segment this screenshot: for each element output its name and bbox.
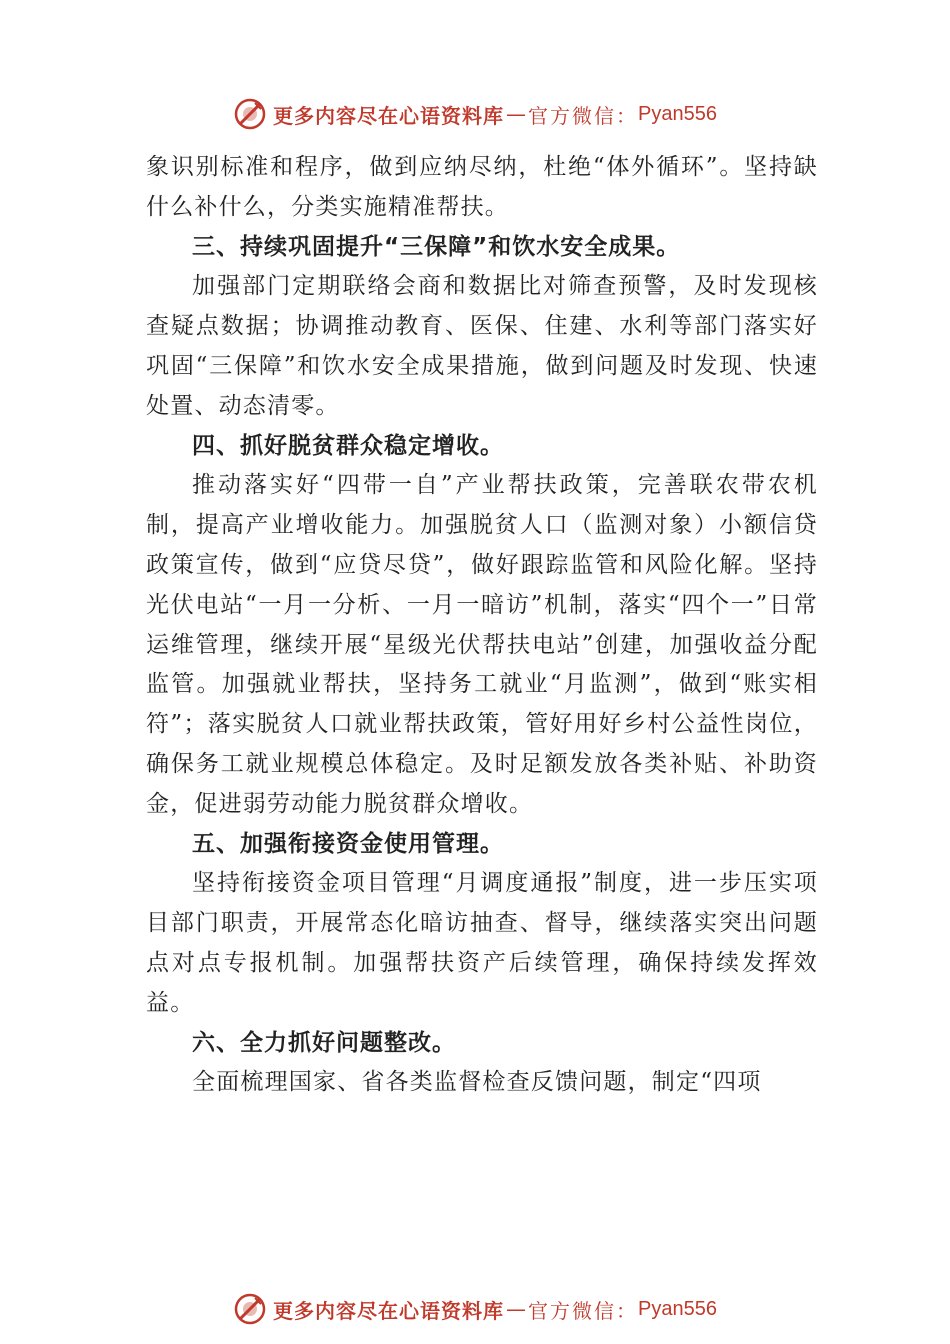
- section-heading: 六、全力抓好问题整改。: [192, 1029, 456, 1056]
- banner-wechat-id: Pyan556: [638, 102, 717, 125]
- banner-dash: —: [506, 102, 527, 126]
- section-heading: 五、加强衔接资金使用管理。: [192, 830, 504, 857]
- brand-logo-icon: [233, 1292, 267, 1326]
- section-paragraph: 全面梳理国家、省各类监督检查反馈问题，制定“四项: [192, 1069, 762, 1096]
- banner-official-label: 官方微信：: [528, 103, 639, 128]
- banner-title: 更多内容尽在心语资料库: [273, 1298, 505, 1323]
- section-paragraph: 推动落实好“四带一自”产业帮扶政策，完善联农带农机制，提高产业增收能力。加强脱贫人口（监测对象）小额信贷政策宣传，做到“应贷尽贷”，做好跟踪监管和风险化解。坚持光伏电站“一月一分析、一月一暗访”机制，落实“四个一”日常运维管理，继续开展“星级光伏帮扶电站”创建，加强收益分配监管。加强就业帮扶，坚持务工就业“月监测”，做到“账实相符”；落实脱贫人口就业帮扶政策，管好用好乡村公益性岗位，确保务工就业规模总体稳定。及时足额发放各类补贴、补助资金，促进弱劳动能力脱贫群众增收。: [146, 472, 818, 817]
- brand-logo-icon: [233, 97, 267, 131]
- banner-wechat-id: Pyan556: [638, 1297, 717, 1320]
- footer-banner: [0, 1289, 950, 1329]
- section-paragraph: 加强部门定期联络会商和数据比对筛查预警，及时发现核查疑点数据；协调推动教育、医保、住建、水利等部门落实好巩固“三保障”和饮水安全成果措施，做到问题及时发现、快速处置、动态清零。: [146, 273, 818, 419]
- banner-official-label: 官方微信：: [528, 1298, 639, 1323]
- continuation-paragraph: 象识别标准和程序，做到应纳尽纳，杜绝“体外循环”。坚持缺什么补什么，分类实施精准帮扶。: [146, 154, 818, 220]
- banner-dash: —: [506, 1297, 527, 1321]
- banner-title: 更多内容尽在心语资料库: [273, 103, 505, 128]
- header-banner: [0, 94, 950, 134]
- section-paragraph: 坚持衔接资金项目管理“月调度通报”制度，进一步压实项目部门职责，开展常态化暗访抽查、督导，继续落实突出问题点对点专报机制。加强帮扶资产后续管理，确保持续发挥效益。: [146, 870, 818, 1016]
- section-heading: 三、持续巩固提升“三保障”和饮水安全成果。: [192, 233, 681, 260]
- document-body: [146, 148, 818, 1103]
- section-heading: 四、抓好脱贫群众稳定增收。: [192, 432, 504, 459]
